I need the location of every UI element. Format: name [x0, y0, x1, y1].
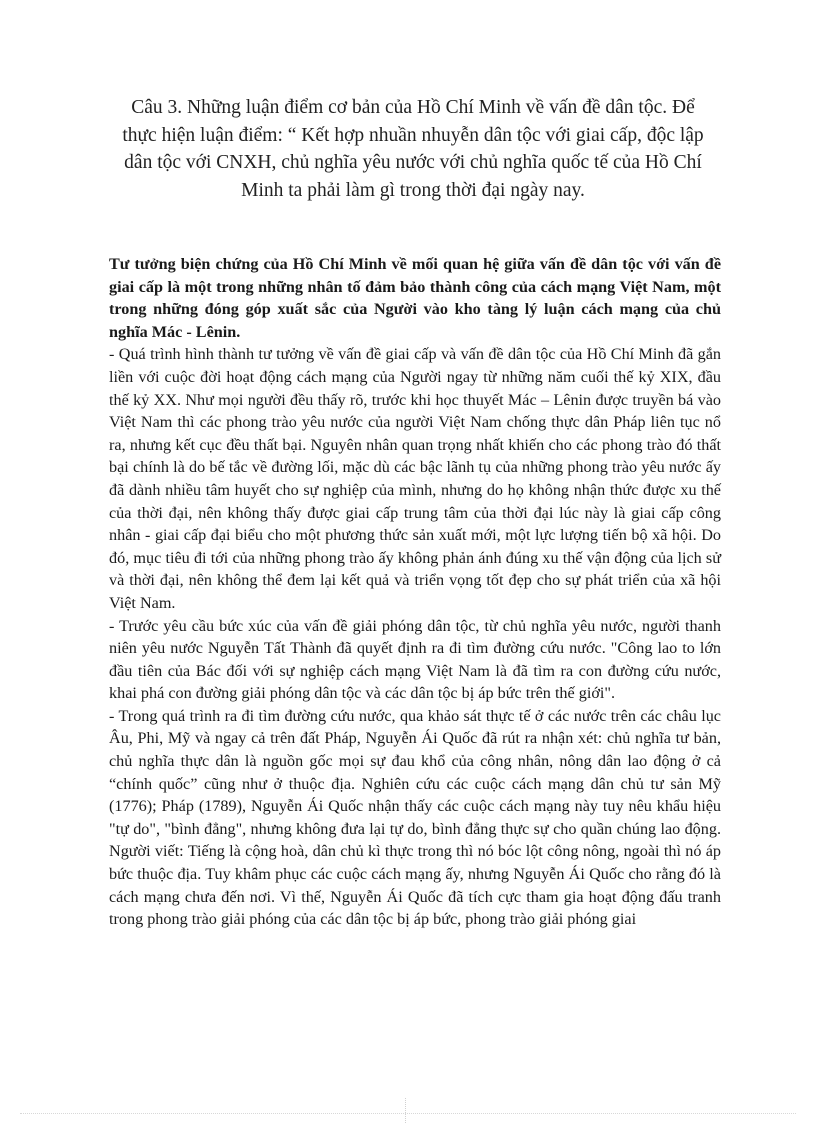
body-text	[109, 253, 721, 931]
question-title: Câu 3. Những luận điểm cơ bản của Hồ Chí Minh về vấn đề dân tộc. Để thực hiện luận điểm: “ Kết hợp nhuần nhuyễn dân tộc với giai cấp, độc lập dân tộc với CNXH, chủ nghĩa yêu nước với chủ nghĩa quốc tế của Hồ Chí Minh ta phải làm gì trong thời đại ngày nay.	[122, 97, 704, 201]
paragraph-1: - Quá trình hình thành tư tưởng về vấn đề giai cấp và vấn đề dân tộc của Hồ Chí Minh đã gắn liền với cuộc đời hoạt động cách mạng của Người ngay từ những năm cuối thế kỷ XIX, đầu thế kỷ XX. Như mọi người đều thấy rõ, trước khi học thuyết Mác – Lênin được truyền bá vào Việt Nam thì các phong trào yêu nước của người Việt Nam chống thực dân Pháp liên tục nổ ra, nhưng kết cục đều thất bại. Nguyên nhân quan trọng nhất khiến cho các phong trào đó thất bại chính là do bế tắc về đường lối, mặc dù các bậc lãnh tụ của những phong trào yêu nước ấy đã dành nhiều tâm huyết cho sự nghiệp của mình, nhưng do họ không nhận thức được xu thế của thời đại, nên không thấy được giai cấp trung tâm của thời đại lúc này là giai cấp công nhân - giai cấp đại biểu cho một phương thức sản xuất mới, một lực lượng tiến bộ xã hội. Do đó, mục tiêu đi tới của những phong trào ấy không phản ánh đúng xu thế vận động của lịch sử và thời đại, nên không thể đem lại kết quả và triển vọng tốt đẹp cho sự phát triển của xã hội Việt Nam.	[109, 345, 721, 612]
lead-paragraph: Tư tưởng biện chứng của Hồ Chí Minh về mối quan hệ giữa vấn đề dân tộc với vấn đề giai cấp là một trong những nhân tố đảm bảo thành công của cách mạng Việt Nam, một trong những đóng góp xuất sắc của Người vào kho tàng lý luận cách mạng của chủ nghĩa Mác - Lênin.	[109, 255, 721, 341]
page-boundary-line	[20, 1113, 796, 1114]
page-center-marker	[405, 1098, 407, 1123]
paragraph-3: - Trong quá trình ra đi tìm đường cứu nước, qua khảo sát thực tế ở các nước trên các châu lục Âu, Phi, Mỹ và ngay cả trên đất Pháp, Nguyễn Ái Quốc đã rút ra nhận xét: chủ nghĩa tư bản, chủ nghĩa thực dân là nguồn gốc mọi sự đau khổ của công nhân, nông dân lao động ở cả “chính quốc” cũng như ở thuộc địa. Nghiên cứu các cuộc cách mạng dân chủ tư sản Mỹ (1776); Pháp (1789), Nguyễn Ái Quốc nhận thấy các cuộc cách mạng này tuy nêu khẩu hiệu "tự do", "bình đẳng", nhưng không đưa lại tự do, bình đẳng thực sự cho quần chúng lao động. Người viết: Tiếng là cộng hoà, dân chủ kì thực trong thì nó bóc lột công nông, ngoài thì nó áp bức thuộc địa. Tuy khâm phục các cuộc cách mạng ấy, nhưng Nguyễn Ái Quốc cho rằng đó là cách mạng chưa đến nơi. Vì thế, Nguyễn Ái Quốc đã tích cực tham gia hoạt động đấu tranh trong phong trào giải phóng của các dân tộc bị áp bức, phong trào giải phóng giai	[109, 706, 721, 929]
paragraph-2: - Trước yêu cầu bức xúc của vấn đề giải phóng dân tộc, từ chủ nghĩa yêu nước, người thanh niên yêu nước Nguyễn Tất Thành đã quyết định ra đi tìm đường cứu nước. "Công lao to lớn đầu tiên của Bác đối với sự nghiệp cách mạng Việt Nam là đã tìm ra con đường cứu nước, khai phá con đường giải phóng dân tộc và các dân tộc bị áp bức trên thế giới".	[109, 616, 721, 703]
